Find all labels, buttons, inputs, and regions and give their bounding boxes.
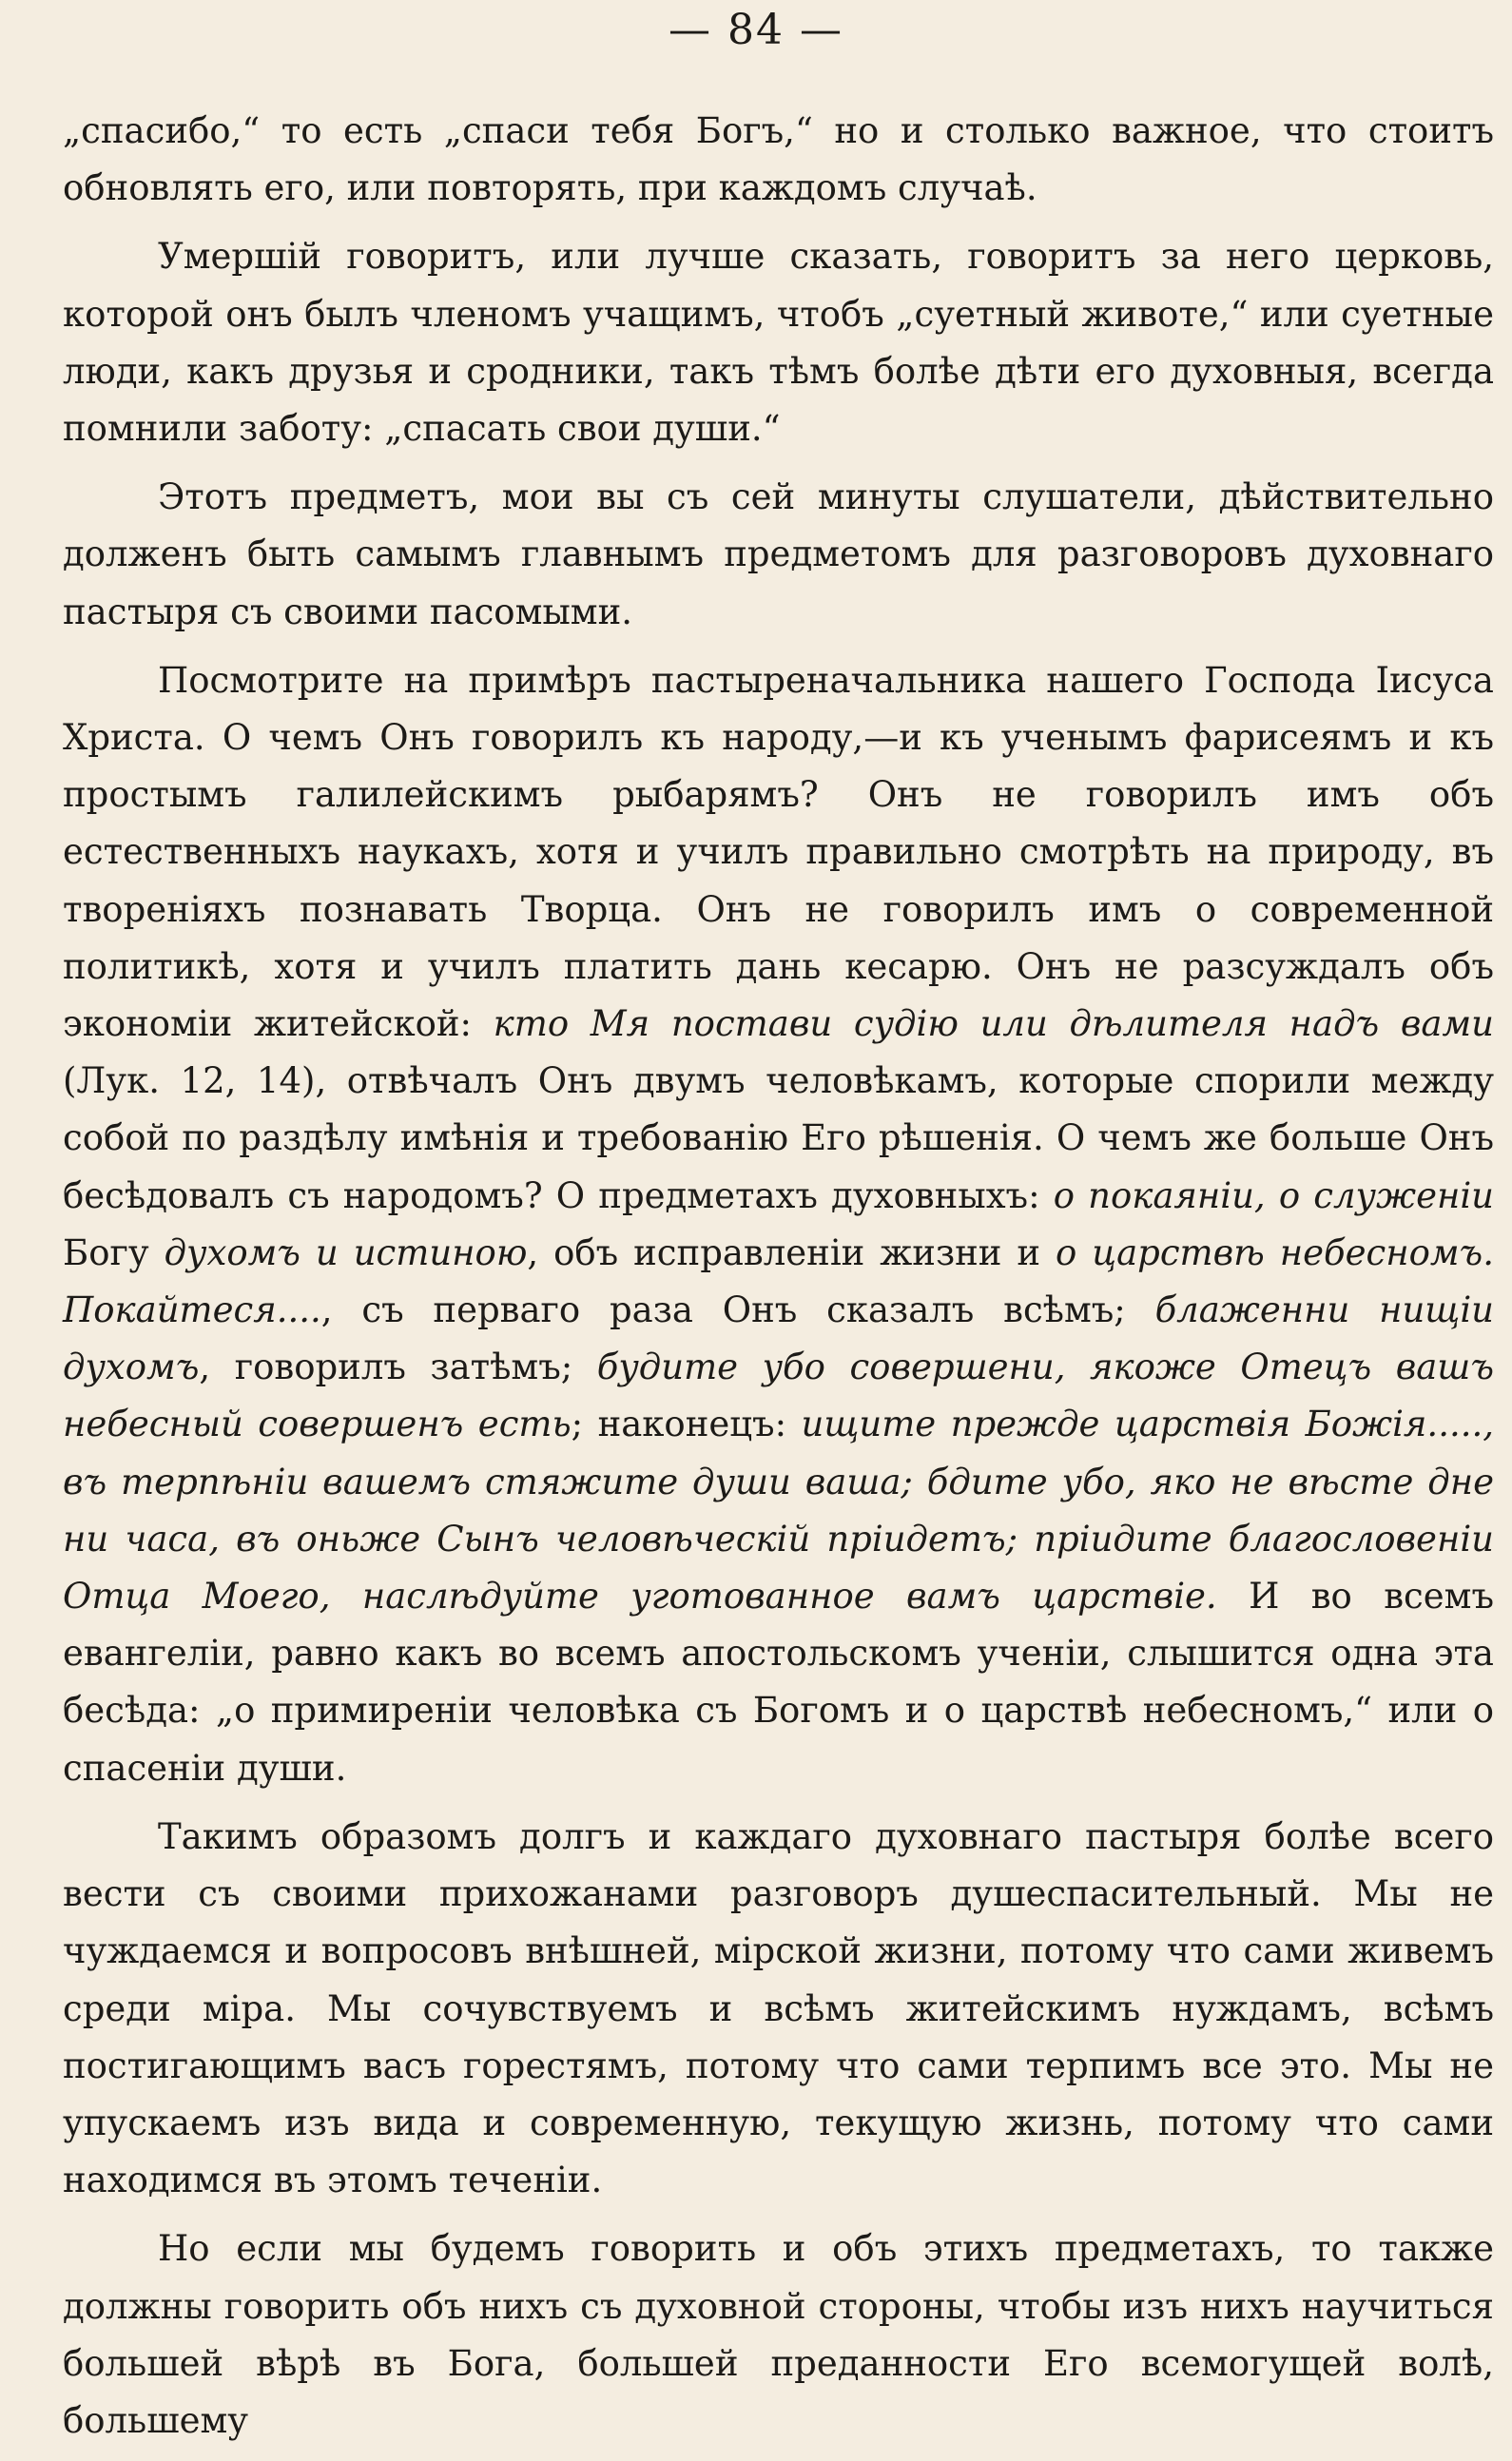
text-run: Но если мы будемъ говорить и объ этихъ предметахъ, то также должны говорить объ нихъ съ духовной стороны, чтобы изъ нихъ научиться большей вѣрѣ въ Бога, большей преданности Его всемогущей волѣ, большему (63, 2228, 1494, 2441)
text-run: Этотъ предметъ, мои вы съ сей минуты слушатели, дѣйствительно долженъ быть самымъ главнымъ предметомъ для разговоровъ духовнаго пастыря съ своими пасомыми. (63, 476, 1494, 632)
page-number-header: — 84 — (669, 6, 843, 54)
text-run: Умершій говоритъ, или лучше сказать, говоритъ за него церковь, которой онъ былъ членомъ учащимъ, чтобъ „суетный животе,“ или суетные люди, какъ друзья и сродники, такъ тѣмъ болѣе дѣти его духовныя, всегда помнили заботу: „спасать свои души.“ (63, 236, 1494, 450)
paragraph-p1 (63, 228, 1494, 457)
text-run: Богу (63, 1231, 165, 1273)
paragraph-p4 (63, 1809, 1494, 2209)
paragraph-p0 (63, 103, 1494, 217)
text-run: Посмотрите на примѣръ пастыреначальника нашего Господа Іисуса Христа. О чемъ Онъ говорилъ къ народу,—и къ ученымъ фарисеямъ и къ простымъ галилейскимъ рыбарямъ? Онъ не говорилъ имъ объ естественныхъ наукахъ, хотя и училъ правильно смотрѣть на природу, въ твореніяхъ познавать Творца. Онъ не говорилъ имъ о современной политикѣ, хотя и училъ платить дань кесарю. Онъ не разсуждалъ объ экономіи житейской: (63, 659, 1494, 1045)
italic-quote: духомъ и истиною (164, 1231, 528, 1273)
italic-quote: о царствѣ небесномъ. Покайтеся.... (63, 1231, 1494, 1331)
text-run: (Лук. 12, 14), отвѣчалъ Онъ двумъ человѣкамъ, которые спорили между собой по раздѣлу имѣнія и требованію Его рѣшенія. О чемъ же больше Онъ бесѣдовалъ съ народомъ? О предметахъ духовныхъ: (63, 1060, 1494, 1216)
body-text (63, 103, 1494, 2461)
italic-quote: блаженни нищіи духомъ (63, 1289, 1494, 1388)
italic-quote: ищите прежде царствія Божія....., въ терпѣніи вашемъ стяжите души ваша; бдите убо, яко не вѣсте дне ни часа, въ оньже Сынъ человѣческій пріидетъ; пріидите благословеніи Отца Моего, наслѣдуйте уготованное вамъ царствіе. (63, 1404, 1494, 1618)
paragraph-p2 (63, 469, 1494, 641)
italic-quote: кто Мя постави судію или дѣлителя надъ вами (493, 1003, 1494, 1045)
text-run: Такимъ образомъ долгъ и каждаго духовнаго пастыря болѣе всего вести съ своими прихожанами разговоръ душеспасительный. Мы не чуждаемся и вопросовъ внѣшней, мірской жизни, потому что сами живемъ среди міра. Мы сочувствуемъ и всѣмъ житейскимъ нуждамъ, всѣмъ постигающимъ васъ горестямъ, потому что сами терпимъ все это. Мы не упускаемъ изъ вида и современную, текущую жизнь, потому что сами находимся въ этомъ теченіи. (63, 1815, 1494, 2201)
text-run: „спасибо,“ то есть „спаси тебя Богъ,“ но и столько важное, что стоитъ обновлять его, или повторять, при каждомъ случаѣ. (63, 110, 1494, 209)
italic-quote: о покаяніи, о служеніи (1053, 1174, 1494, 1216)
text-run: , говорилъ затѣмъ; (199, 1347, 597, 1388)
italic-quote: будите убо совершени, якоже Отецъ вашъ небесный совершенъ есть (63, 1347, 1494, 1445)
paragraph-p3 (63, 652, 1494, 1797)
text-run: , съ перваго раза Онъ сказалъ всѣмъ; (320, 1289, 1155, 1331)
text-run: И во всемъ евангеліи, равно какъ во всемъ апостольскомъ ученіи, слышится одна эта бесѣда: „о примиреніи человѣка съ Богомъ и о царствѣ небесномъ,“ или о спасеніи души. (63, 1576, 1494, 1789)
text-run: , объ исправленіи жизни и (527, 1231, 1056, 1273)
text-run: ; наконецъ: (571, 1404, 802, 1445)
paragraph-p5 (63, 2220, 1494, 2450)
